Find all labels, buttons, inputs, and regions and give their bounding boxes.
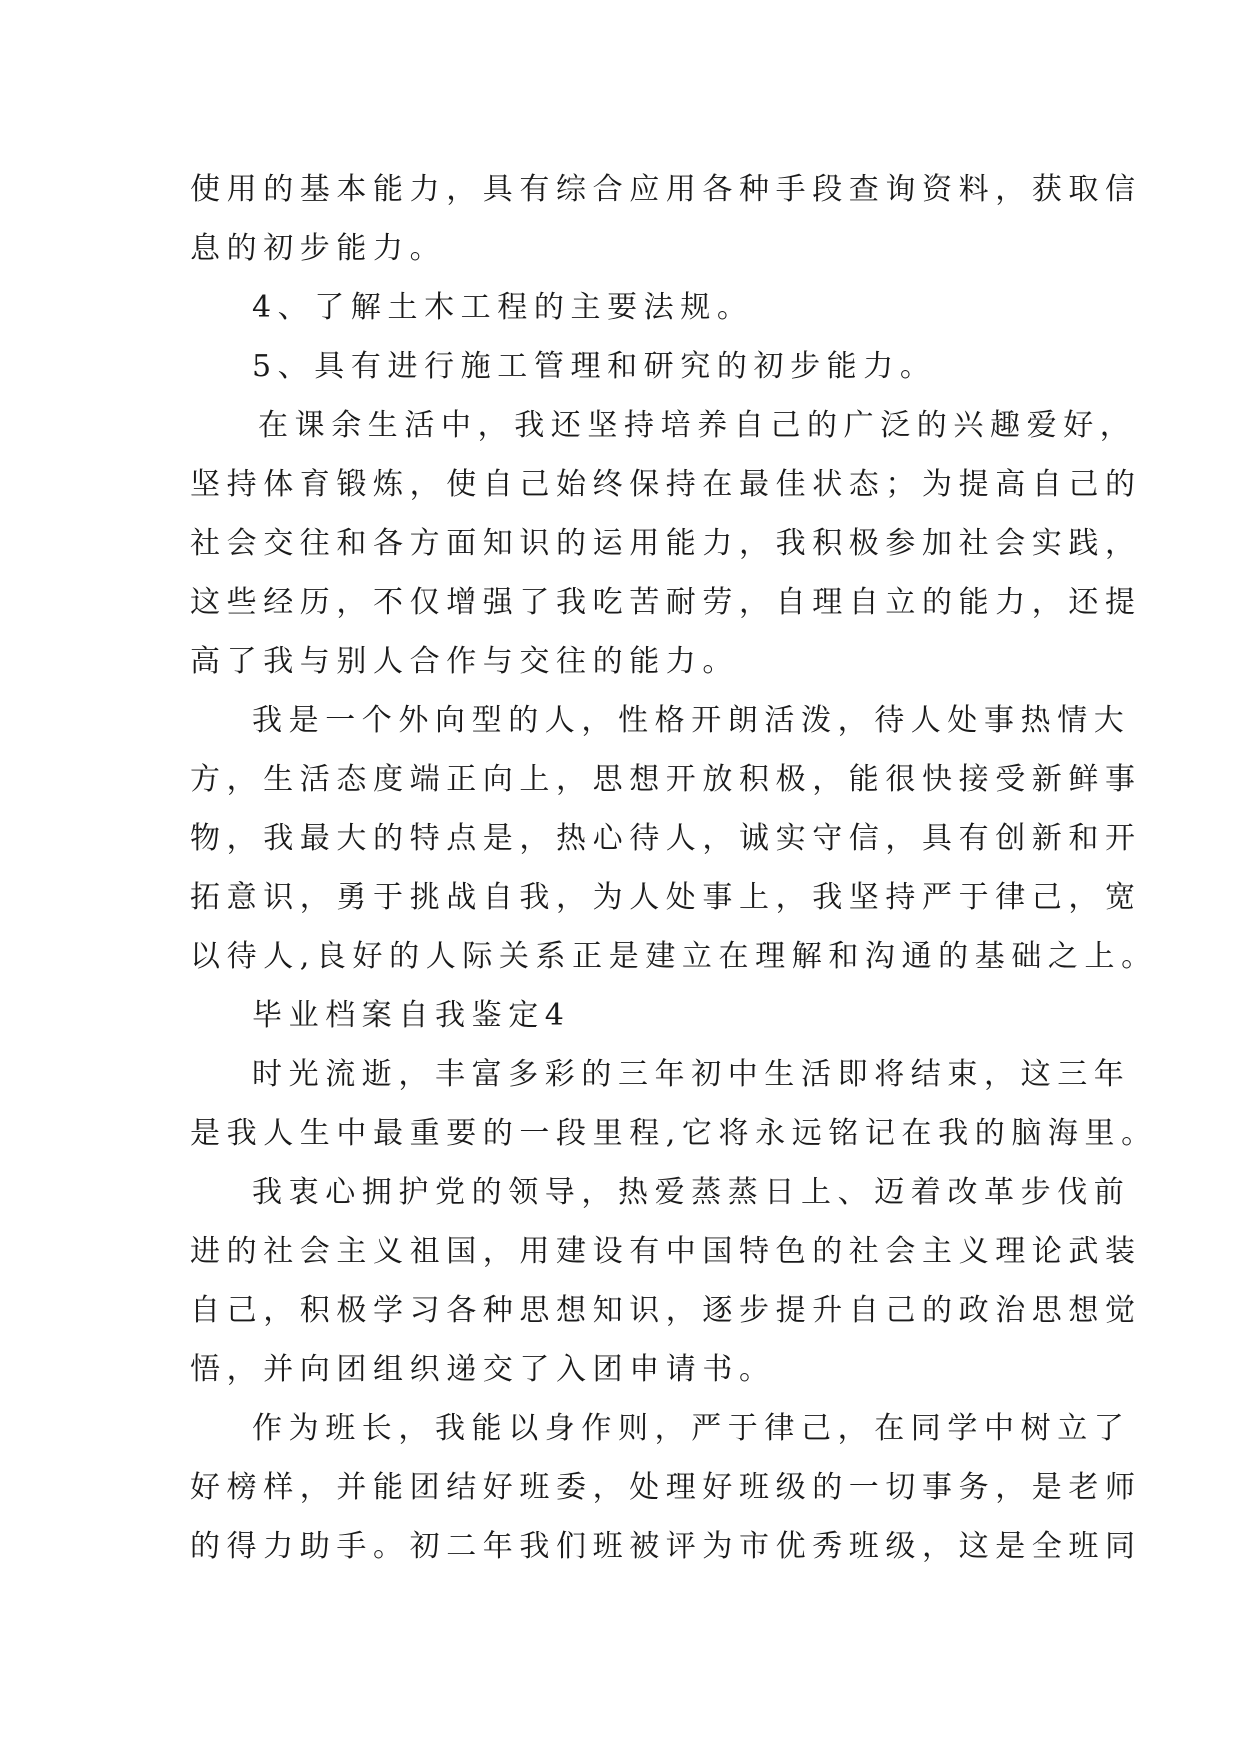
paragraph-line: 5、具有进行施工管理和研究的初步能力。 — [252, 349, 937, 384]
paragraph-line: 时光流逝，丰富多彩的三年初中生活即将结束，这三年 — [252, 1057, 1131, 1092]
paragraph-line: 悟，并向团组织递交了入团申请书。 — [190, 1352, 776, 1387]
paragraph-line: 进的社会主义祖国，用建设有中国特色的社会主义理论武装 — [190, 1234, 1142, 1269]
paragraph-line: 高了我与别人合作与交往的能力。 — [190, 644, 739, 679]
paragraph-line: 物，我最大的特点是，热心待人，诚实守信，具有创新和开 — [190, 821, 1142, 856]
paragraph-line: 作为班长，我能以身作则，严于律己，在同学中树立了 — [252, 1411, 1131, 1446]
section-heading: 毕业档案自我鉴定4 — [252, 998, 571, 1033]
paragraph-line: 这些经历，不仅增强了我吃苦耐劳，自理自立的能力，还提 — [190, 585, 1142, 620]
paragraph-line: 好榜样，并能团结好班委，处理好班级的一切事务，是老师 — [190, 1470, 1142, 1505]
paragraph-line: 社会交往和各方面知识的运用能力，我积极参加社会实践， — [190, 526, 1142, 561]
paragraph-line: 我是一个外向型的人，性格开朗活泼，待人处事热情大 — [252, 703, 1131, 738]
paragraph-line: 自己，积极学习各种思想知识，逐步提升自己的政治思想觉 — [190, 1293, 1142, 1328]
paragraph-line: 使用的基本能力，具有综合应用各种手段查询资料，获取信 — [190, 172, 1142, 207]
paragraph-line: 4、了解土木工程的主要法规。 — [252, 290, 754, 325]
document-page — [190, 160, 1158, 1576]
paragraph-line: 方，生活态度端正向上，思想开放积极，能很快接受新鲜事 — [190, 762, 1142, 797]
paragraph-line: 的得力助手。初二年我们班被评为市优秀班级，这是全班同 — [190, 1529, 1142, 1564]
paragraph-line: 以待人,良好的人际关系正是建立在理解和沟通的基础之上。 — [190, 939, 1158, 974]
paragraph-line: 是我人生中最重要的一段里程,它将永远铭记在我的脑海里。 — [190, 1116, 1158, 1151]
paragraph-line: 拓意识，勇于挑战自我，为人处事上，我坚持严于律己，宽 — [190, 880, 1142, 915]
paragraph-line: 坚持体育锻炼，使自己始终保持在最佳状态；为提高自己的 — [190, 467, 1142, 502]
paragraph-line: 息的初步能力。 — [190, 231, 447, 266]
paragraph-line: 在课余生活中，我还坚持培养自己的广泛的兴趣爱好， — [258, 408, 1137, 443]
paragraph-line: 我衷心拥护党的领导，热爱蒸蒸日上、迈着改革步伐前 — [252, 1175, 1131, 1210]
